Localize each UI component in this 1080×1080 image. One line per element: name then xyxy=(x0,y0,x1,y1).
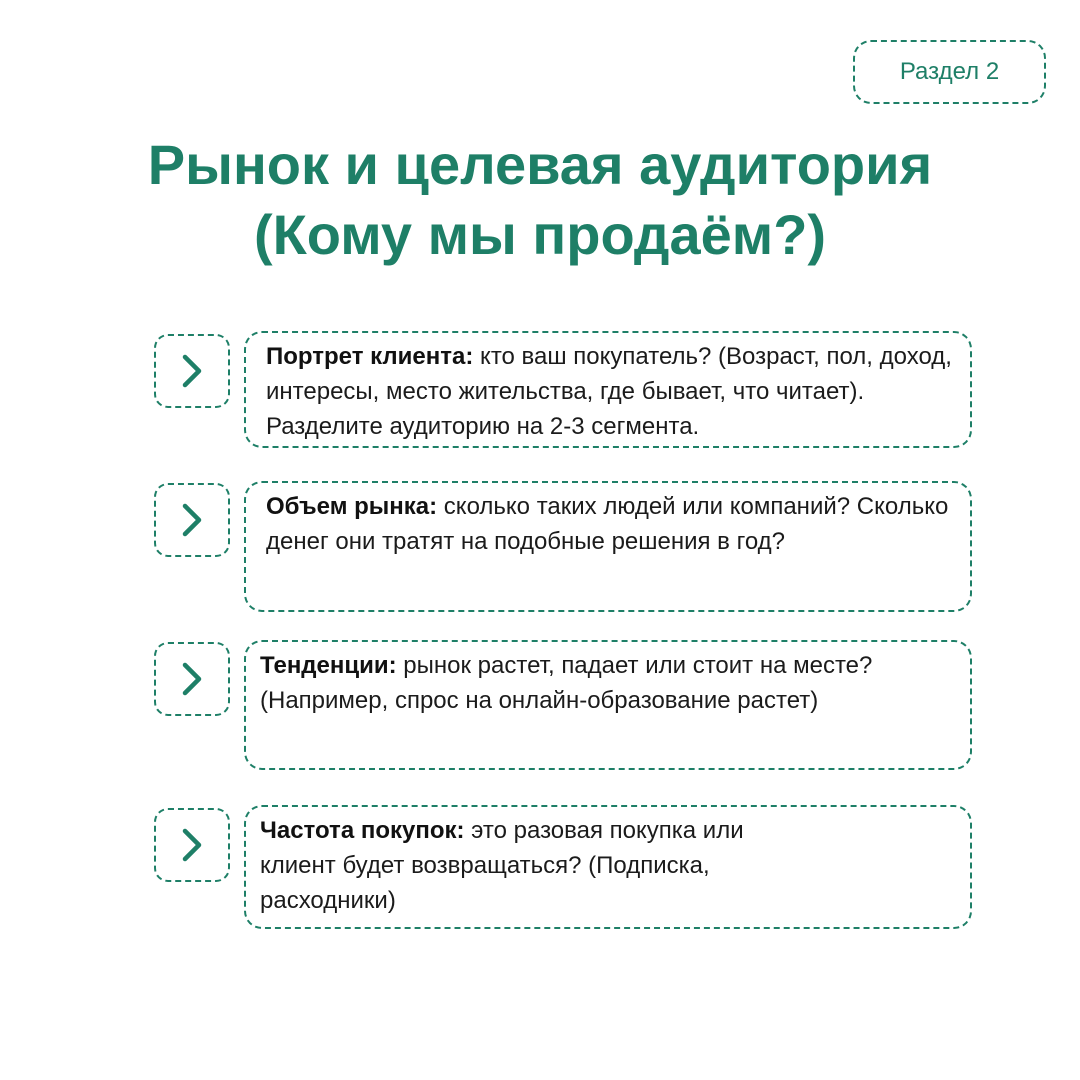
list-item-label: Частота покупок: xyxy=(260,817,465,844)
list-item-text: это разовая покупка или клиент будет возвращаться? (Подписка, расходники) xyxy=(260,817,744,914)
list-item-label: Объем рынка: xyxy=(266,493,438,520)
section-badge: Раздел 2 xyxy=(853,40,1046,104)
list-item-purchase-frequency xyxy=(244,805,972,929)
page-title xyxy=(0,130,1080,270)
list-item-text: сколько таких людей или компаний? Сколько денег они тратят на подобные решения в год? xyxy=(266,493,949,555)
chevron-right-icon xyxy=(154,334,230,408)
chevron-right-icon xyxy=(154,808,230,882)
page-title-line-2: (Кому мы продаём?) xyxy=(253,203,827,266)
list-item-client-portrait xyxy=(244,331,972,448)
page-title-line-1: Рынок и целевая аудитория xyxy=(147,133,933,196)
list-item-trends xyxy=(244,640,972,770)
list-item-label: Тенденции: xyxy=(260,652,397,679)
list-item-text: рынок растет, падает или стоит на месте? (Например, спрос на онлайн-образование растет) xyxy=(260,652,873,714)
chevron-right-icon xyxy=(154,483,230,557)
list-item-label: Портрет клиента: xyxy=(266,343,474,370)
list-item-market-size xyxy=(244,481,972,612)
chevron-right-icon xyxy=(154,642,230,716)
list-item-text: кто ваш покупатель? (Возраст, пол, доход, интересы, место жительства, где бывает, что читает). Разделите аудиторию на 2-3 сегмента. xyxy=(266,343,952,440)
